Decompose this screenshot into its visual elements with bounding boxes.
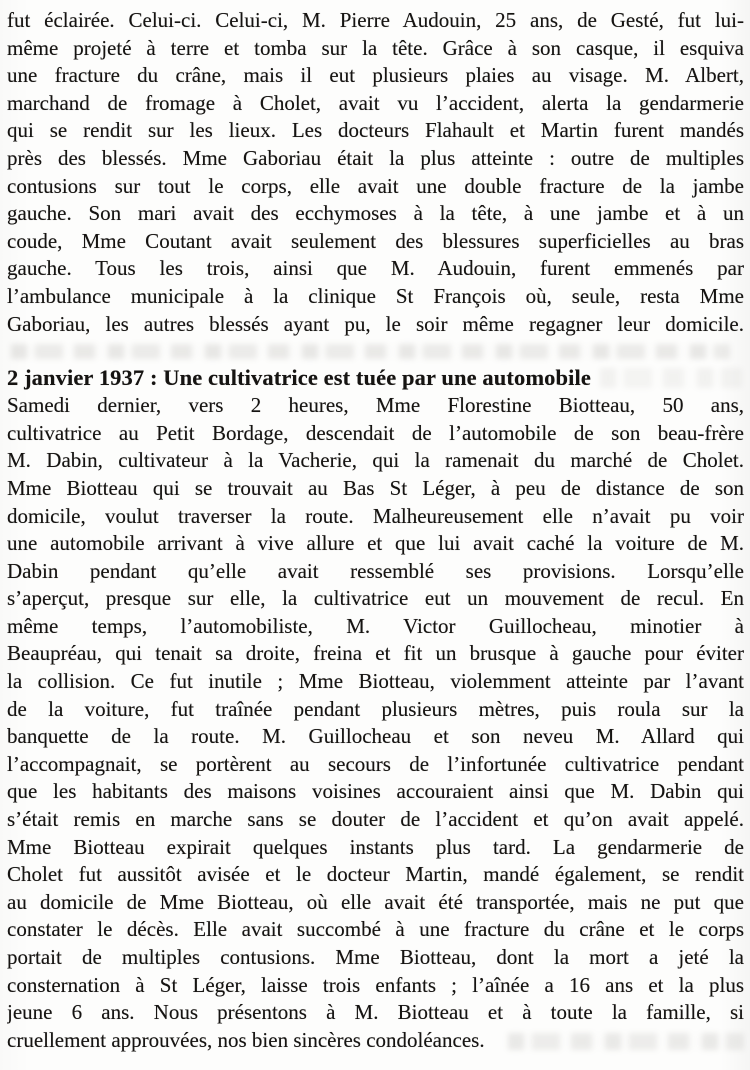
text-line: contusions sur tout le corps, elle avait une double fracture de la jambe (7, 173, 744, 198)
text-line: constater le décès. Elle avait succombé à une fracture du crâne et le corps (7, 917, 744, 942)
text-line: Mme Biotteau qui se trouvait au Bas St Léger, à peu de distance de son (7, 475, 744, 500)
text-line: l’accompagnait, se portèrent au secours de l’infortunée cultivatrice pendant (7, 751, 744, 776)
text-line: même temps, l’automobiliste, M. Victor Guillocheau, minotier à (7, 613, 744, 638)
text-line: la collision. Ce fut inutile ; Mme Biotteau, violemment atteinte par l’avant (7, 669, 744, 694)
text-line: Gaboriau, les autres blessés ayant pu, le soir même regagner leur domicile. (7, 311, 744, 336)
text-line: même projeté à terre et tomba sur la tête. Grâce à son casque, il esquiva (7, 35, 744, 60)
text-line: fut éclairée. Celui-ci. Celui-ci, M. Pierre Audouin, 25 ans, de Gesté, fut lui- (7, 8, 744, 32)
article-heading: 2 janvier 1937 : Une cultivatrice est tuée par une automobile (7, 365, 591, 391)
paragraph-cultivatrice-tuee (7, 392, 744, 1054)
text-line: Dabin pendant qu’elle avait ressemblé ses provisions. Lorsqu’elle (7, 558, 744, 583)
text-line: au domicile de Mme Biotteau, où elle avait été transportée, mais ne put que (7, 889, 744, 914)
paragraph-accident-cholet (7, 7, 744, 338)
text-line: jeune 6 ans. Nous présentons à M. Biotteau et à toute la famille, si (7, 1000, 744, 1025)
text-line: marchand de fromage à Cholet, avait vu l’accident, alerta la gendarmerie (7, 90, 744, 115)
text-line: que les habitants des maisons voisines accouraient ainsi que M. Dabin qui (7, 779, 744, 804)
text-line: consternation à St Léger, laisse trois enfants ; l’aînée a 16 ans et la plus (7, 972, 744, 997)
text-line: cultivatrice au Petit Bordage, descendait de l’automobile de son beau-frère (7, 420, 744, 445)
bleed-through-ghost-bottom-right (508, 1033, 744, 1050)
text-line: Cholet fut aussitôt avisée et le docteur Martin, mandé également, se rendit (7, 862, 744, 887)
text-line: Mme Biotteau expirait quelques instants plus tard. La gendarmerie de (7, 834, 744, 859)
text-line: cruellement approuvées, nos bien sincères condoléances. (7, 1027, 485, 1052)
text-line: Samedi dernier, vers 2 heures, Mme Florestine Biotteau, 50 ans, (7, 393, 744, 418)
text-line: Beaupréau, qui tenait sa droite, freina et fit un brusque à gauche pour éviter (7, 641, 744, 666)
text-line: portait de multiples contusions. Mme Biotteau, dont la mort a jeté la (7, 945, 744, 969)
bleed-through-ghost-heading-right (600, 368, 742, 388)
text-line: près des blessés. Mme Gaboriau était la plus atteinte : outre de multiples (7, 145, 744, 170)
text-line: l’ambulance municipale à la clinique St François où, seule, resta Mme (7, 283, 744, 308)
text-line: M. Dabin, cultivateur à la Vacherie, qui la ramenait du marché de Cholet. (7, 448, 744, 473)
bleed-through-ghost-line (11, 344, 730, 359)
text-line: une fracture du crâne, mais il eut plusieurs plaies au visage. M. Albert, (7, 63, 744, 88)
text-line: banquette de la route. M. Guillocheau et son neveu M. Allard qui (7, 724, 744, 749)
text-line: domicile, voulut traverser la route. Malheureusement elle n’avait pu voir (7, 503, 744, 528)
text-line: s’était remis en marche sans se douter de l’accident et qu’on avait appelé. (7, 807, 744, 832)
text-line: gauche. Tous les trois, ainsi que M. Audouin, furent emmenés par (7, 256, 744, 281)
text-line: une automobile arrivant à vive allure et que lui avait caché la voiture de M. (7, 531, 744, 556)
text-line: gauche. Son mari avait des ecchymoses à la tête, à une jambe et à un (7, 201, 744, 226)
text-line: coude, Mme Coutant avait seulement des blessures superficielles au bras (7, 228, 744, 253)
text-line: s’aperçut, presque sur elle, la cultivatrice eut un mouvement de recul. En (7, 586, 744, 611)
text-line: qui se rendit sur les lieux. Les docteurs Flahault et Martin furent mandés (7, 118, 744, 143)
text-line: de la voiture, fut traînée pendant plusieurs mètres, puis roula sur la (7, 696, 744, 721)
